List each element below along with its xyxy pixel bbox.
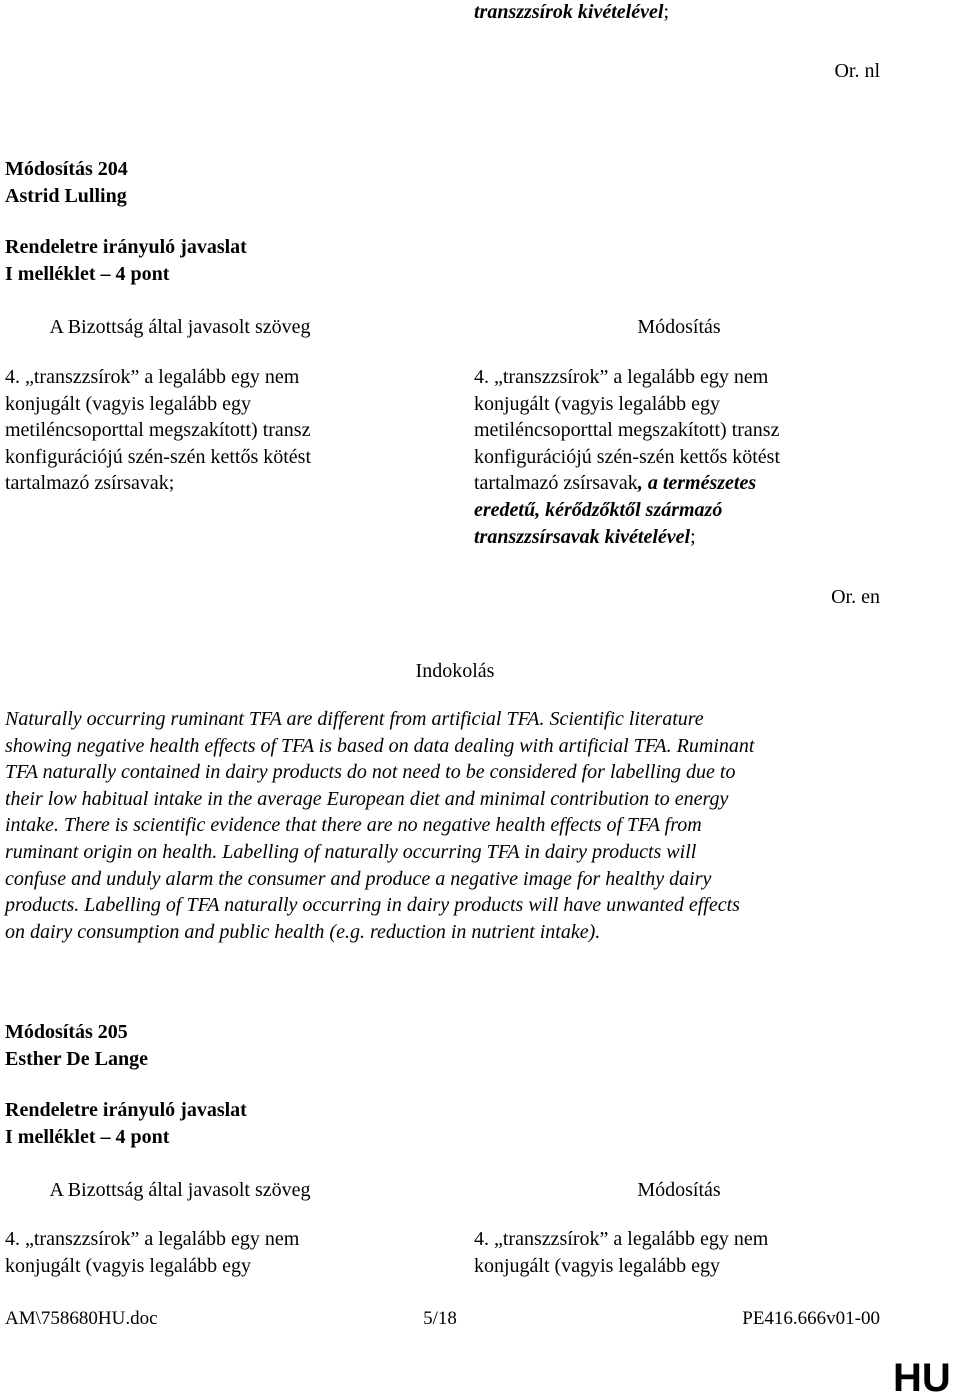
continued-text: transzzsírok kivételével; — [474, 1, 669, 23]
amendment-author: Astrid Lulling — [5, 185, 127, 207]
text-line: 4. „transzzsírok” a legalább egy nem — [5, 1228, 300, 1250]
amended-text — [474, 1226, 894, 1279]
text-line: konjugált (vagyis legalább egy — [474, 392, 721, 415]
amendment-author: Esther De Lange — [5, 1048, 148, 1070]
text-line: metiléncsoporttal megszakított) transz — [5, 419, 311, 442]
amended-text — [474, 364, 894, 550]
footer-doc-ref: AM\758680HU.doc — [5, 1308, 158, 1329]
text-line: metiléncsoporttal megszakított) transz — [474, 419, 780, 442]
proposal-title: Rendeletre irányuló javaslat — [5, 236, 247, 258]
text-line: confuse and unduly alarm the consumer and produce a negative image for healthy dairy — [5, 867, 712, 890]
original-language-en: Or. en — [831, 586, 880, 608]
amendment-header: Módosítás — [637, 316, 721, 338]
text-line: konjugált (vagyis legalább egy — [5, 1254, 252, 1277]
text-line: konjugált (vagyis legalább egy — [474, 1254, 721, 1277]
footer-page-number: 5/18 — [423, 1308, 457, 1329]
commission-text-header: A Bizottság által javasolt szöveg — [49, 1179, 311, 1201]
amendment-header: Módosítás — [637, 1179, 721, 1201]
text-line: 4. „transzzsírok” a legalább egy nem — [474, 366, 769, 388]
original-language-nl: Or. nl — [834, 60, 880, 82]
text-line: ruminant origin on health. Labelling of naturally occurring TFA in dairy products will — [5, 840, 697, 863]
text-line: konfigurációjú szén-szén kettős kötést — [5, 445, 312, 468]
commission-text — [5, 1226, 405, 1279]
amendment-number: Módosítás 205 — [5, 1021, 128, 1043]
text-line: intake. There is scientific evidence that there are no negative health effects of TFA from — [5, 814, 702, 837]
text-line: products. Labelling of TFA naturally occurring in dairy products will have unwanted effects — [5, 894, 740, 917]
justification-text — [5, 706, 905, 945]
text-line: Naturally occurring ruminant TFA are different from artificial TFA. Scientific literature — [5, 708, 704, 730]
text-line: their low habitual intake in the average European diet and minimal contribution to energy — [5, 787, 729, 810]
text-line: tartalmazó zsírsavak; — [5, 472, 175, 495]
text-line: TFA naturally contained in dairy products do not need to be considered for labelling due to — [5, 761, 736, 784]
footer-pe-ref: PE416.666v01-00 — [742, 1308, 880, 1329]
text-line: showing negative health effects of TFA is based on data dealing with artificial TFA. Ruminant — [5, 734, 755, 757]
text-line: 4. „transzzsírok” a legalább egy nem — [5, 366, 300, 388]
text-line: tartalmazó zsírsavak, a természetes — [474, 472, 757, 495]
text-line: 4. „transzzsírok” a legalább egy nem — [474, 1228, 769, 1250]
text-line: eredetű, kérődzőktől származó — [474, 498, 723, 521]
annex-reference: I melléklet – 4 pont — [5, 1126, 170, 1148]
text-line: on dairy consumption and public health (e.g. reduction in nutrient intake). — [5, 920, 601, 943]
amendment-number: Módosítás 204 — [5, 158, 128, 180]
text-line: konjugált (vagyis legalább egy — [5, 392, 252, 415]
proposal-title: Rendeletre irányuló javaslat — [5, 1099, 247, 1121]
annex-reference: I melléklet – 4 pont — [5, 263, 170, 285]
commission-text — [5, 364, 405, 497]
commission-text-header: A Bizottság által javasolt szöveg — [49, 316, 311, 338]
language-code: HU — [893, 1356, 951, 1400]
text-line: transzzsírsavak kivételével; — [474, 525, 696, 548]
text-line: konfigurációjú szén-szén kettős kötést — [474, 445, 781, 468]
justification-title: Indokolás — [415, 660, 495, 682]
